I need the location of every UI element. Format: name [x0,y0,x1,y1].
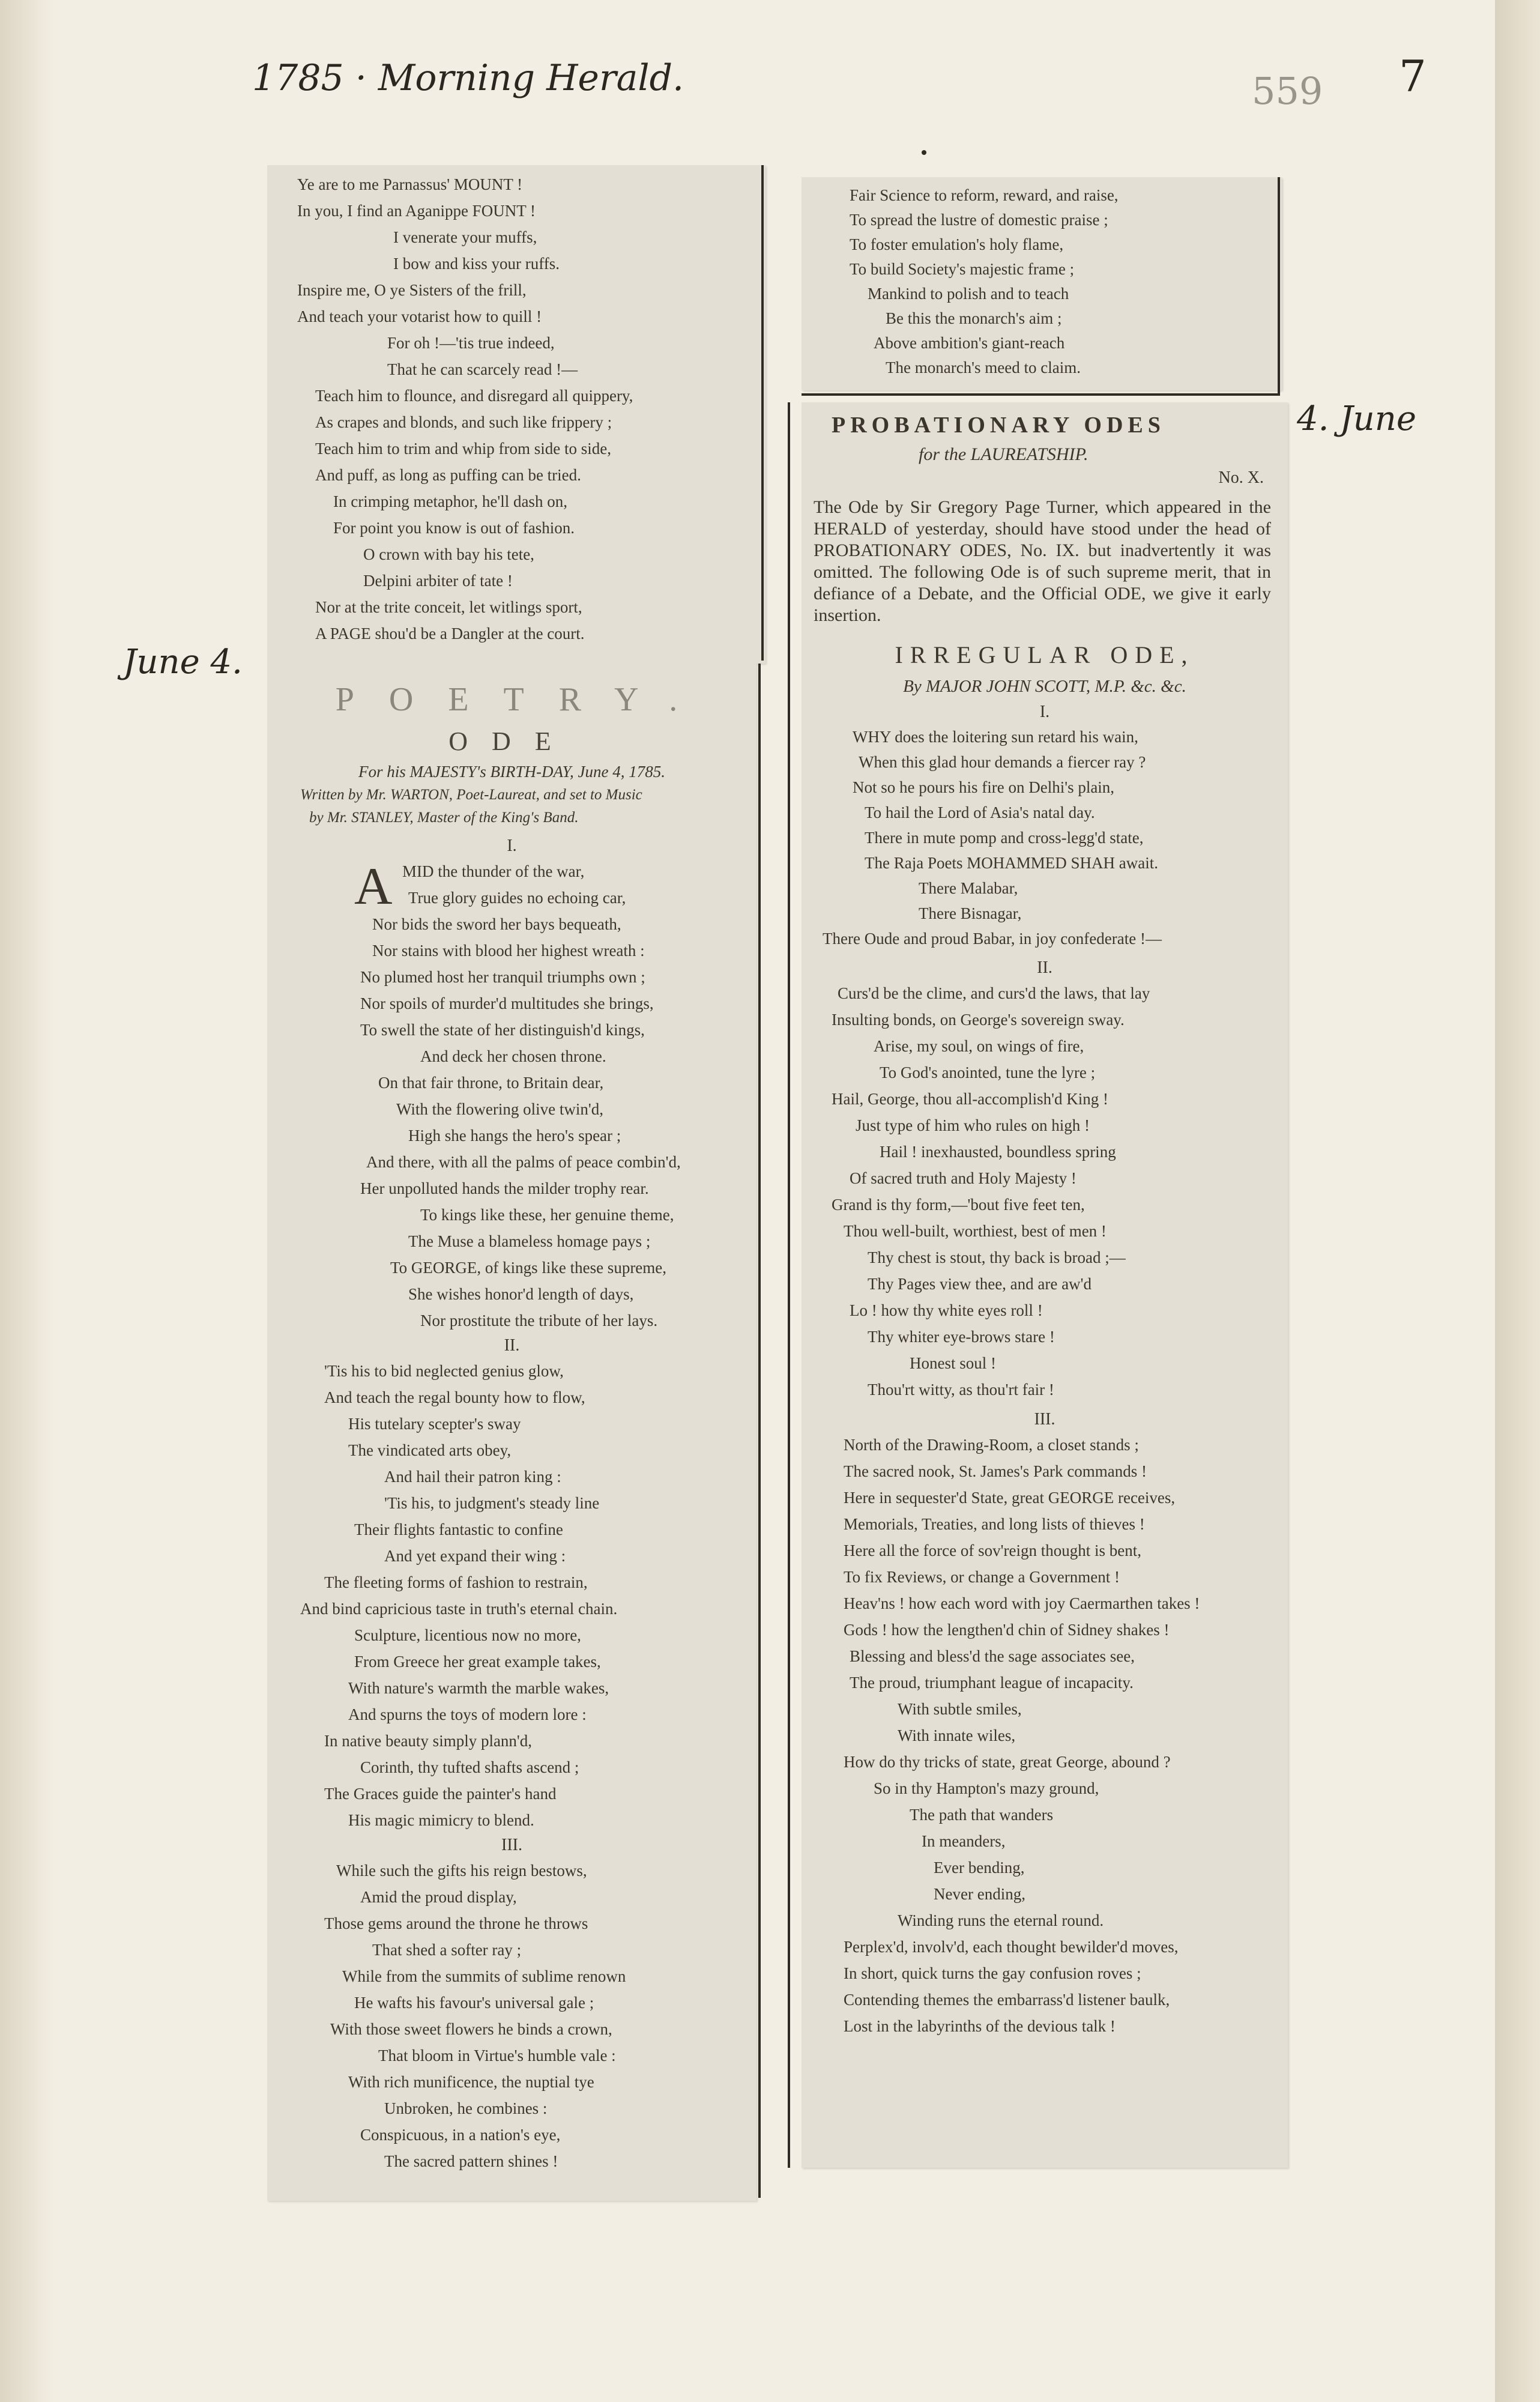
poem-line: Heav'ns ! how each word with joy Caermarthen takes ! [844,1594,1200,1612]
poem-line: Nor prostitute the tribute of her lays. [420,1311,658,1330]
poem-line: His magic mimicry to blend. [348,1811,534,1829]
stanza-3 [267,1857,756,2174]
poem-line: When this glad hour demands a fiercer ray ? [859,753,1146,771]
poem-line: Nor stains with blood her highest wreath : [372,942,645,960]
poem-line: The sacred nook, St. James's Park commands ! [844,1462,1147,1480]
poem-line: Nor spoils of murder'd multitudes she brings, [360,994,654,1012]
section-rule [802,393,1280,396]
poem-line: The Muse a blameless homage pays ; [408,1232,651,1250]
poem-line: O crown with bay his tete, [363,545,534,563]
poem-line: Sculpture, licentious now no more, [354,1626,581,1644]
poem-line: Hail ! inexhausted, boundless spring [880,1143,1116,1161]
poem-line: Corinth, thy tufted shafts ascend ; [360,1758,579,1776]
poem-line: Memorials, Treaties, and long lists of thieves ! [844,1515,1145,1533]
clipping-poetry [267,664,756,2201]
ink-dot [922,150,926,155]
poem-line: WHY does the loitering sun retard his wain, [853,728,1138,746]
clipping-top-left [267,165,765,664]
ode-number: No. X. [1218,468,1264,487]
poem-line: That shed a softer ray ; [372,1941,522,1959]
poem-line: Ever bending, [934,1859,1025,1877]
poem-line: Inspire me, O ye Sisters of the frill, [297,281,527,299]
poem-line: The Raja Poets MOHAMMED SHAH await. [865,854,1158,872]
poem-line: The sacred pattern shines ! [384,2152,558,2170]
poem-line: The path that wanders [910,1806,1054,1824]
poem-line: Insulting bonds, on George's sovereign sway. [832,1011,1125,1029]
poem-line: In short, quick turns the gay confusion roves ; [844,1964,1141,1982]
section-numeral: II. [1037,958,1052,977]
poem-line: To God's anointed, tune the lyre ; [880,1063,1096,1082]
poem-line: Conspicuous, in a nation's eye, [360,2126,561,2144]
probationary-heading: PROBATIONARY ODES [832,413,1165,438]
folio-number: 7 [1399,51,1427,101]
poem-line: Perplex'd, involv'd, each thought bewilder'd moves, [844,1938,1179,1956]
author-line: Written by Mr. WARTON, Poet-Laureat, and set to Music [300,787,642,803]
poem-line: For oh !—'tis true indeed, [387,334,555,352]
poem-line: Teach him to trim and whip from side to side, [315,440,612,458]
poem-line: Delpini arbiter of tate ! [363,572,513,590]
poem-line: Thou well-built, worthiest, best of men ! [844,1222,1107,1240]
section-numeral: III. [1034,1410,1055,1429]
poem-line: Honest soul ! [910,1354,996,1372]
poem-line: And hail their patron king : [384,1468,561,1486]
poem-line: Curs'd be the clime, and curs'd the laws, that lay [838,984,1150,1002]
poem-line: In crimping metaphor, he'll dash on, [333,492,567,510]
poem-fragment [802,177,1282,380]
poem-line: Blessing and bless'd the sage associates see, [850,1647,1135,1665]
poem-line: And spurns the toys of modern lore : [348,1705,587,1723]
poem-line: Ye are to me Parnassus' MOUNT ! [297,175,523,193]
poem-line: With the flowering olive twin'd, [396,1100,603,1118]
poem-line: Never ending, [934,1885,1025,1903]
poem-line: To hail the Lord of Asia's natal day. [865,803,1095,821]
poem-line: Thy Pages view thee, and are aw'd [868,1275,1092,1293]
poem-line: I venerate your muffs, [393,228,537,246]
poem-line: Contending themes the embarrass'd listener baulk, [844,1991,1170,2009]
poem-line: To spread the lustre of domestic praise ; [850,211,1108,229]
section-numeral: II. [504,1336,520,1355]
poem-line: With rich munificence, the nuptial tye [348,2073,594,2091]
poem-line: Of sacred truth and Holy Majesty ! [850,1169,1076,1187]
poem-line: Be this the monarch's aim ; [886,309,1062,327]
poem-line: Mankind to polish and to teach [868,285,1069,303]
poem-line: Thy chest is stout, thy back is broad ;— [868,1248,1126,1266]
poem-line: A PAGE shou'd be a Dangler at the court. [315,625,585,643]
poem-line: Teach him to flounce, and disregard all quippery, [315,387,633,405]
stanza-2 [267,1358,756,1833]
stanza-3 [802,1432,1288,2039]
poem-line: Fair Science to reform, reward, and raise, [850,186,1119,204]
poem-line: To build Society's majestic frame ; [850,260,1075,278]
poem-line: High she hangs the hero's spear ; [408,1127,621,1145]
poem-line: And deck her chosen throne. [420,1047,606,1065]
poem-line: And yet expand their wing : [384,1547,566,1565]
poem-line: And teach the regal bounty how to flow, [324,1388,585,1406]
poem-line: In native beauty simply plann'd, [324,1732,533,1750]
poem-line: No plumed host her tranquil triumphs own ; [360,968,645,986]
poem-line: There Malabar, [919,879,1018,897]
poem-line: And puff, as long as puffing can be tried. [315,466,581,484]
poem-line: His tutelary scepter's sway [348,1415,521,1433]
clipping-probationary-odes [802,402,1288,2168]
poem-line: To GEORGE, of kings like these supreme, [390,1259,667,1277]
poem-line: Not so he pours his fire on Delhi's plain, [853,778,1115,796]
column-rule [758,664,761,2198]
poem-line: With innate wiles, [898,1726,1016,1744]
poem-line: Those gems around the throne he throws [324,1914,588,1932]
poem-line: Her unpolluted hands the milder trophy rear. [360,1179,649,1197]
ode-title: IRREGULAR ODE, [895,641,1195,668]
poem-line: North of the Drawing-Room, a closet stands ; [844,1436,1139,1454]
poem-line: That he can scarcely read !— [387,360,578,378]
poem-line: There Bisnagar, [919,904,1022,922]
margin-note-right: 4. June [1297,399,1416,438]
poem-line: Nor at the trite conceit, let witlings sport, [315,598,582,616]
poem-line: There in mute pomp and cross-legg'd state, [865,829,1144,847]
poem-line: And there, with all the palms of peace combin'd, [366,1153,681,1171]
ode-heading: ODE [448,727,575,756]
column-rule [788,402,790,2168]
poem-line: So in thy Hampton's mazy ground, [874,1779,1099,1797]
header-note: 1785 · Morning Herald. [252,57,684,99]
poem-line: Gods ! how the lengthen'd chin of Sidney shakes ! [844,1621,1170,1639]
poem-line: In you, I find an Aganippe FOUNT ! [297,202,536,220]
poem-line: With subtle smiles, [898,1700,1022,1718]
poem-line: Just type of him who rules on high ! [856,1116,1090,1134]
poem-line: Lost in the labyrinths of the devious talk ! [844,2017,1116,2035]
ode-byline: By MAJOR JOHN SCOTT, M.P. &c. &c. [903,677,1186,696]
poem-line: And bind capricious taste in truth's eternal chain. [300,1600,618,1618]
poem-line: 'Tis his to bid neglected genius glow, [324,1362,564,1380]
page-fold-shadow [0,0,54,2402]
stanza-1 [802,724,1288,951]
poem-line: Grand is thy form,—'bout five feet ten, [832,1196,1085,1214]
poem-line: The vindicated arts obey, [348,1441,512,1459]
poem-line: To kings like these, her genuine theme, [420,1206,674,1224]
poem-line: As crapes and blonds, and such like frippery ; [315,413,612,431]
poem-line: Their flights fantastic to confine [354,1520,563,1538]
poem-fragment [267,165,765,647]
poem-line: That bloom in Virtue's humble vale : [378,2047,616,2065]
poem-line: Arise, my soul, on wings of fire, [874,1037,1084,1055]
poem-line: Thy whiter eye-brows stare ! [868,1328,1055,1346]
printed-page-number: 559 [1252,69,1323,113]
poem-line: She wishes honor'd length of days, [408,1285,634,1303]
author-line: by Mr. STANLEY, Master of the King's Band. [309,809,579,826]
section-numeral: I. [507,836,517,855]
poem-line: The proud, triumphant league of incapacity. [850,1674,1134,1692]
poem-line: Winding runs the eternal round. [898,1911,1104,1929]
poem-line: The monarch's meed to claim. [886,358,1081,377]
poem-line: And teach your votarist how to quill ! [297,307,542,325]
editor-note: The Ode by Sir Gregory Page Turner, which appeared in the HERALD of yesterday, should have stood under the head of PROBATIONARY ODES, No. IX. but inadvertently it was omitted. The following Ode is of such supreme merit, that in defiance of a Debate, and the Official ODE, we give it early insertion. [814,497,1271,625]
poem-line: There Oude and proud Babar, in joy confederate !— [823,930,1162,948]
poem-line: Here in sequester'd State, great GEORGE receives, [844,1489,1176,1507]
poem-line: MID the thunder of the war, [402,862,585,880]
poem-line: True glory guides no echoing car, [408,889,626,907]
stanza-1 [267,858,756,1334]
poem-line: On that fair throne, to Britain dear, [378,1074,604,1092]
poem-line: With those sweet flowers he binds a crown, [330,2020,612,2038]
poem-line: He wafts his favour's universal gale ; [354,1994,594,2012]
section-numeral: III. [501,1836,522,1854]
poem-line: Unbroken, he combines : [384,2099,548,2117]
section-numeral: I. [1039,703,1050,721]
poem-line: The fleeting forms of fashion to restrain, [324,1573,588,1591]
poem-line: Hail, George, thou all-accomplish'd King ! [832,1090,1109,1108]
poem-line: In meanders, [922,1832,1006,1850]
poetry-heading: POETRY. [335,681,713,718]
poem-line: Nor bids the sword her bays bequeath, [372,915,621,933]
poem-line: With nature's warmth the marble wakes, [348,1679,609,1697]
poem-line: How do thy tricks of state, great George, abound ? [844,1753,1171,1771]
poem-line: To foster emulation's holy flame, [850,235,1064,253]
laureatship-subheading: for the LAUREATSHIP. [919,444,1089,464]
drop-cap: A [354,858,393,916]
poem-line: The Graces guide the painter's hand [324,1785,557,1803]
poem-line: Lo ! how thy white eyes roll ! [850,1301,1043,1319]
poem-line: For point you know is out of fashion. [333,519,575,537]
poem-line: From Greece her great example takes, [354,1653,601,1671]
column-rule [761,165,764,661]
dedication: For his MAJESTY's BIRTH-DAY, June 4, 1785. [358,763,666,781]
poem-line: Amid the proud display, [360,1888,517,1906]
page-edge [1495,0,1540,2402]
poem-line: While such the gifts his reign bestows, [336,1862,587,1880]
poem-line: To swell the state of her distinguish'd kings, [360,1021,645,1039]
poem-line: 'Tis his, to judgment's steady line [384,1494,600,1512]
poem-line: To fix Reviews, or change a Government ! [844,1568,1120,1586]
poem-line: While from the summits of sublime renown [342,1967,626,1985]
poem-line: Above ambition's giant-reach [874,334,1065,352]
clipping-top-right [802,177,1282,390]
margin-note-left: June 4. [123,643,243,682]
column-rule [1278,177,1280,393]
poem-line: Here all the force of sov'reign thought is bent, [844,1541,1141,1559]
poem-line: I bow and kiss your ruffs. [393,255,560,273]
poem-line: Thou'rt witty, as thou'rt fair ! [868,1381,1054,1399]
stanza-2 [802,980,1288,1403]
